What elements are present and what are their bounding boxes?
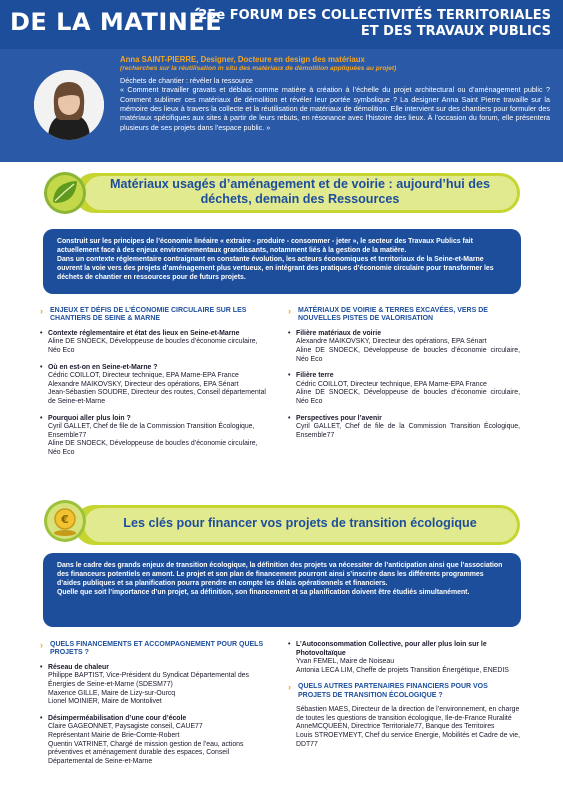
- leaf-icon: [44, 172, 86, 214]
- section1-right-column: [288, 307, 520, 448]
- list-item: • L’Autoconsommation Collective, pour aller plus loin sur le Photovoltaïque Yvan FEMEL, Maire de Noiseau Antonia LECA LIM, Cheffe de projets Transition Énergétique, ENEDIS: [288, 641, 522, 675]
- speaker-text: [120, 55, 550, 132]
- section1-left-column: [40, 307, 266, 466]
- section2-title: Les clés pour financer vos projets de transition écologique: [123, 516, 477, 530]
- speaker-paragraph: « Comment travailler gravats et déblais comme matière à création à l’échelle du projet architectural ou d’aménagement public ? Comment sublimer ces matériaux de démolition et révéler leur portée symbolique ? La designer Anna Saint Pierre travaille sur la mémoire des lieux à travers la collecte et la réutilisation de matériaux de démolition. Elle intervient sur des chantiers pour formuler des matériaux spécifiques aux sites à partir de leurs rebuts, en résonance avec l’histoire des lieux. À l’occasion du forum, elle présentera plusieurs de ses projets dans l’espace public. »: [120, 85, 550, 132]
- header-event-name: 25e FORUM DES COLLECTIVITÉS TERRITORIALES ET DES TRAVAUX PUBLICS: [198, 8, 551, 39]
- leaf-badge: [44, 172, 86, 214]
- talk-title: Déchets de chantier : révéler la ressource: [120, 75, 254, 85]
- section2-left-heading: › QUELS FINANCEMENTS ET ACCOMPAGNEMENT POUR QUELS PROJETS ?: [40, 640, 264, 657]
- section1-right-heading: › MATÉRIAUX DE VOIRIE & TERRES EXCAVÉES, VERS DE NOUVELLES PISTES DE VALORISATION: [288, 306, 488, 323]
- chevron-right-icon: ›: [40, 306, 43, 316]
- euro-badge: [44, 500, 86, 542]
- euro-coin-icon: [44, 500, 86, 542]
- chevron-right-icon: ›: [288, 682, 291, 693]
- section2-left-column: [40, 641, 268, 774]
- person-portrait-icon: [34, 70, 104, 140]
- chevron-right-icon: ›: [40, 640, 43, 650]
- section2-right-column: [288, 641, 522, 757]
- section2-intro: Dans le cadre des grands enjeux de transition écologique, la définition des projets va nécessiter de l’anticipation ainsi que l’association des financeurs potentiels en amont. Le projet et son plan de financement pourront ainsi s’inscrire dans les différents programmes d’aides publiques et sa planification pourra prendre en compte les délais opérationnels et financiers. Quelle que soit l’importance d’un projet, sa définition, son financement et sa planification doivent être étudiés simultanément.: [43, 553, 521, 627]
- header-title: DE LA MATINÉE: [10, 8, 223, 36]
- list-item: • Pourquoi aller plus loin ? Cyril GALLET, Chef de file de la Commission Transition Écologique, Ensemble77 Aline DE SNOECK, Développeuse de boucles d’économie circulaire, Néo Eco: [40, 415, 266, 458]
- list-item: • Réseau de chaleur Philippe BAPTIST, Vice-Président du Syndicat Départemental des Énergies de Seine-et-Marne (SDESM77) Maxence GILLE, Maire de Lizy-sur-Ourcq Lionel MOINIER, Maire de Montolivet: [40, 664, 268, 707]
- speaker-avatar: [34, 70, 104, 140]
- speaker-block: [0, 49, 563, 162]
- chevron-right-icon: ›: [288, 306, 291, 316]
- list-item: • Contexte réglementaire et état des lieux en Seine-et-Marne Aline DE SNOECK, Développeuse de boucles d’économie circulaire, Néo Eco: [40, 330, 266, 356]
- list-item: • Désimperméabilisation d’une cour d’école Claire GAGEONNET, Paysagiste conseil, CAUE77 Représentant Mairie de Brie-Comte-Robert Quentin VATRINET, Chargé de mission gestion de l’eau, actions préventives et aménagement durable des espaces, Conseil Départemental de Seine-et-Marne: [40, 715, 268, 767]
- section1-banner: [74, 173, 520, 213]
- list-item: • Perspectives pour l’avenir Cyril GALLET, Chef de file de la Commission Transition Écologique, Ensemble77: [288, 415, 520, 441]
- speaker-research: (recherches sur la réutilisation in situ des matériaux de démolition appliquées au projet): [120, 65, 397, 73]
- page-header: [0, 0, 563, 49]
- svg-text:€: €: [61, 513, 69, 526]
- list-item: • Où en est-on en Seine-et-Marne ? Cédric COILLOT, Directeur technique, EPA Marne-EPA France Alexandre MAIKOVSKY, Directeur des opérations, EPA Sénart Jean-Sébastien SOUDRE, Directeur des routes, Conseil départemental de Seine-et-Marne: [40, 364, 266, 407]
- section2-right-heading: › QUELS AUTRES PARTENAIRES FINANCIERS POUR VOS PROJETS DE TRANSITION ÉCOLOGIQUE ?: [288, 682, 488, 699]
- section1-left-heading: › ENJEUX ET DÉFIS DE L’ÉCONOMIE CIRCULAIRE SUR LES CHANTIERS DE SEINE & MARNE: [40, 306, 247, 323]
- list-item: • Filière terre Cédric COILLOT, Directeur technique, EPA Marne-EPA France Aline DE SNOECK, Développeuse de boucles d’économie circulaire, Néo Eco: [288, 372, 520, 406]
- list-item: • Filière matériaux de voirie Alexandre MAIKOVSKY, Directeur des opérations, EPA Sénart Aline DE SNOECK, Développeuse de boucles d’économie circulaire, Néo Eco: [288, 330, 520, 364]
- speaker-name: Anna SAINT-PIERRE, Designer, Docteure en design des matériaux: [120, 55, 365, 64]
- partner-list: Sébastien MAES, Directeur de la direction de l’environnement, en charge de toutes les questions de transition écologique, Ile-de-France Ruralité AnneMCQUEEN, Directrice Territoriale77, Banque des Territoires Louis STROEYMEYT, Chef du service Energie, Mobilités et Cadre de vie, DDT77: [296, 706, 521, 748]
- section1-intro: Construit sur les principes de l’économie linéaire « extraire - produire - consommer - jeter », le secteur des Travaux Publics fait actuellement face à des enjeux environnementaux grandissants, notamment liés à la gestion de la matière. Dans un contexte réglementaire contraignant en constante évolution, les acteurs économiques et territoriaux de la Seine-et-Marne ouvrent la voie vers des projets d’aménagement plus vertueux, en intégrant des pratiques d’économie circulaire pour transformer les déchets de chantier en ressources pour de futurs projets.: [43, 229, 521, 294]
- section1-title: Matériaux usagés d’aménagement et de voirie : aujourd’hui des déchets, demain des Ressources: [109, 177, 490, 206]
- section2-banner: [74, 505, 520, 545]
